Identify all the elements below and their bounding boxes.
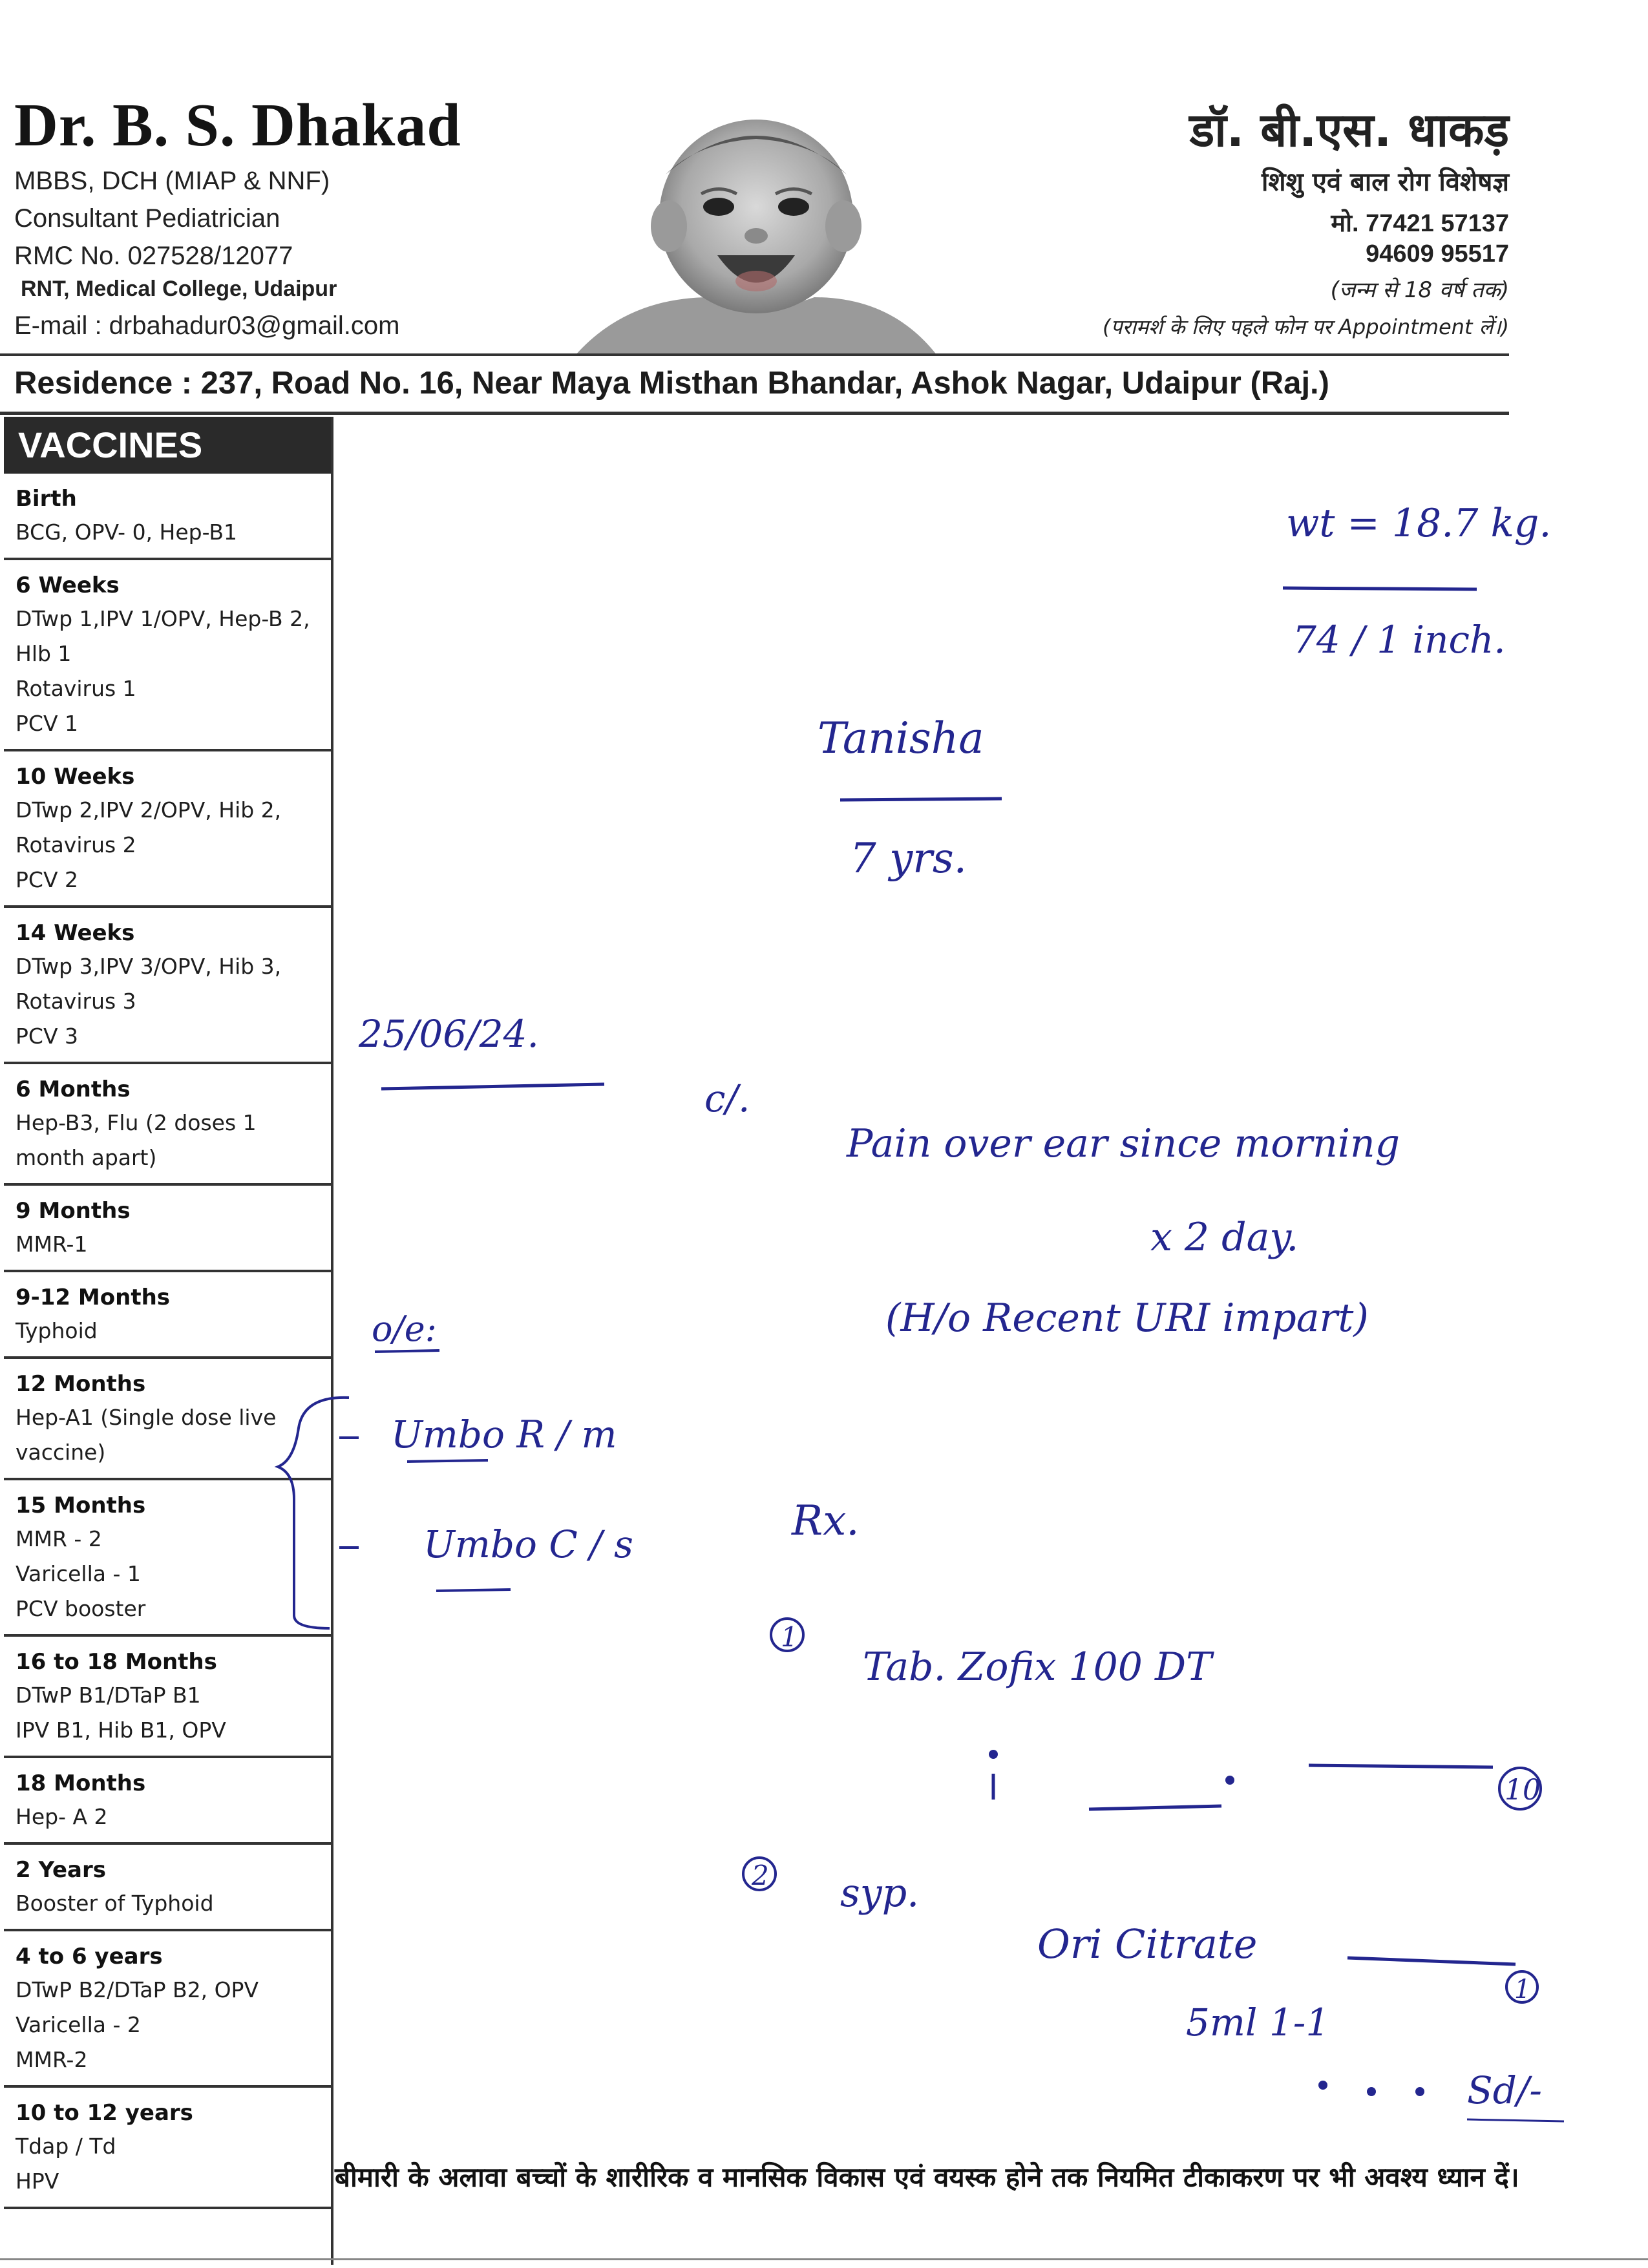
doctor-college: RNT, Medical College, Udaipur [21, 277, 337, 301]
hw-height: 74 / 1 inch. [1293, 618, 1506, 662]
mobile-number-2: 94609 95517 [1366, 240, 1509, 268]
vaccine-line: PCV booster [16, 1596, 146, 1621]
hw-rule [407, 1460, 488, 1462]
hw-dose-dot [989, 1750, 998, 1759]
vaccine-line: PCV 3 [16, 1024, 79, 1049]
vaccine-age: 15 Months [16, 1493, 146, 1518]
vaccine-line: vaccine) [16, 1440, 106, 1465]
hw-dose-dot [1367, 2087, 1376, 2096]
mobile-number-1: मो. 77421 57137 [1331, 210, 1509, 237]
vaccine-age: 18 Months [16, 1770, 146, 1796]
doctor-name: Dr. B. S. Dhakad [14, 92, 461, 159]
vaccine-age: 12 Months [16, 1371, 146, 1397]
hw-med-1-number: 1 [781, 1621, 798, 1653]
vaccine-line: DTwp 2,IPV 2/OPV, Hib 2, [16, 797, 282, 823]
residence-address: Residence : 237, Road No. 16, Near Maya Misthan Bhandar, Ashok Nagar, Udaipur (Raj.) [14, 366, 1329, 401]
hw-brace [278, 1398, 349, 1628]
vaccine-age: 9 Months [16, 1198, 131, 1224]
hw-med-1: Tab. Zofix 100 DT [863, 1644, 1212, 1690]
vaccine-age: Birth [16, 486, 77, 512]
hw-date: 25/06/24. [359, 1012, 539, 1056]
vaccine-age: 4 to 6 years [16, 1944, 163, 1969]
appointment-note-hindi: (परामर्श के लिए पहले फोन पर Appointment लें।) [1102, 315, 1509, 339]
vaccine-line: MMR-1 [16, 1232, 88, 1257]
vaccine-age: 10 Weeks [16, 764, 135, 790]
hw-history-note: (H/o Recent URI impart) [885, 1296, 1369, 1341]
footer-note-hindi: बीमारी के अलावा बच्चों के शारीरिक व मानसिक विकास एवं वयस्क होने तक नियमित टीकाकरण पर भी अवश्य ध्यान दें। [335, 2161, 1519, 2193]
vaccine-age: 9-12 Months [16, 1285, 171, 1310]
hw-med-2: Ori Citrate [1037, 1920, 1258, 1968]
vaccine-line: MMR-2 [16, 2047, 88, 2072]
vaccine-line: IPV B1, Hib B1, OPV [16, 1717, 226, 1743]
hw-dose-stroke [1089, 1806, 1221, 1809]
vaccine-age: 14 Weeks [16, 920, 135, 946]
vaccine-age: 2 Years [16, 1857, 107, 1883]
doctor-rmc-number: RMC No. 027528/12077 [14, 242, 293, 270]
vaccine-line: BCG, OPV- 0, Hep-B1 [16, 520, 237, 545]
vaccine-age: 16 to 18 Months [16, 1649, 217, 1675]
hw-rule [375, 1350, 439, 1352]
vaccine-line: Varicella - 1 [16, 1561, 141, 1586]
hw-complaint-2: x 2 day. [1150, 1215, 1299, 1260]
vaccine-line: Tdap / Td [16, 2134, 116, 2159]
vaccine-age: 6 Weeks [16, 572, 120, 598]
doctor-email: E-mail : drbahadur03@gmail.com [14, 311, 400, 340]
specialty-hindi: शिशु एवं बाल रोग विशेषज्ञ [1262, 167, 1509, 197]
hw-weight: wt = 18.7 kg. [1286, 501, 1552, 546]
hw-patient-age: 7 yrs. [850, 835, 967, 883]
hw-med-2-number: 2 [752, 1860, 769, 1891]
vaccine-line: Hlb 1 [16, 641, 72, 666]
vaccine-line: Booster of Typhoid [16, 1891, 214, 1916]
doctor-name-hindi: डॉ. बी.एस. धाकड़ [1189, 103, 1509, 157]
vaccine-line: DTwp 1,IPV 1/OPV, Hep-B 2, [16, 606, 310, 631]
vaccine-line: Rotavirus 2 [16, 832, 136, 857]
hw-dose-stroke [1347, 1958, 1516, 1964]
vaccine-line: MMR - 2 [16, 1526, 102, 1551]
hw-rule [381, 1084, 604, 1089]
doctor-qualification: MBBS, DCH (MIAP & NNF) [14, 167, 330, 195]
hw-dose-dot [1415, 2087, 1424, 2096]
hw-med-2-dose: 5ml 1-1 [1186, 2000, 1330, 2044]
hw-signature: Sd/- [1467, 2068, 1542, 2112]
vaccine-line: DTwP B2/DTaP B2, OPV [16, 1977, 259, 2002]
vaccine-age: 10 to 12 years [16, 2100, 193, 2126]
vaccines-title: VACCINES [4, 417, 332, 474]
hw-rx: Rx. [792, 1497, 860, 1545]
vaccine-line: Typhoid [16, 1318, 98, 1343]
vaccine-line: DTwp 3,IPV 3/OPV, Hib 3, [16, 954, 282, 979]
vaccine-line: PCV 1 [16, 711, 79, 736]
hw-med-2-days: 1 [1514, 1975, 1531, 2004]
page-bottom-edge [0, 2258, 1648, 2260]
vaccine-line: month apart) [16, 1145, 157, 1170]
vaccine-line: HPV [16, 2168, 59, 2194]
hw-dose-dot [1225, 1776, 1234, 1785]
doctor-role: Consultant Pediatrician [14, 204, 280, 233]
vaccine-line: PCV 2 [16, 867, 79, 892]
vaccine-line: Hep-A1 (Single dose live [16, 1405, 277, 1430]
hw-exam-label: o/e: [372, 1308, 437, 1349]
hw-exam-1: Umbo R / m [391, 1412, 617, 1456]
hw-rule [840, 799, 1002, 800]
hw-exam-2: Umbo C / s [423, 1522, 633, 1566]
vaccine-line: Hep-B3, Flu (2 doses 1 [16, 1110, 257, 1135]
vaccine-line: Varicella - 2 [16, 2012, 141, 2037]
hw-rule [1283, 588, 1477, 589]
vaccine-line: Rotavirus 1 [16, 676, 136, 701]
age-range-hindi: (जन्म से 18 वर्ष तक) [1330, 277, 1509, 303]
hw-med-2-form: syp. [840, 1871, 920, 1916]
vaccine-age: 6 Months [16, 1076, 131, 1102]
vaccine-line: Rotavirus 3 [16, 989, 136, 1014]
vaccine-line: DTwP B1/DTaP B1 [16, 1683, 201, 1708]
vaccine-line: Hep- A 2 [16, 1804, 108, 1829]
hw-dose-dot [1318, 2081, 1327, 2090]
hw-signature-stroke [1467, 2119, 1564, 2121]
hw-complaint-number: c/. [704, 1076, 750, 1120]
hw-rule [436, 1590, 511, 1591]
hw-patient-name: Tanisha [818, 713, 984, 763]
hw-dose-stroke [1309, 1765, 1493, 1767]
hw-med-1-days: 10 [1505, 1774, 1541, 1807]
hw-complaint-1: Pain over ear since morning [847, 1121, 1400, 1166]
